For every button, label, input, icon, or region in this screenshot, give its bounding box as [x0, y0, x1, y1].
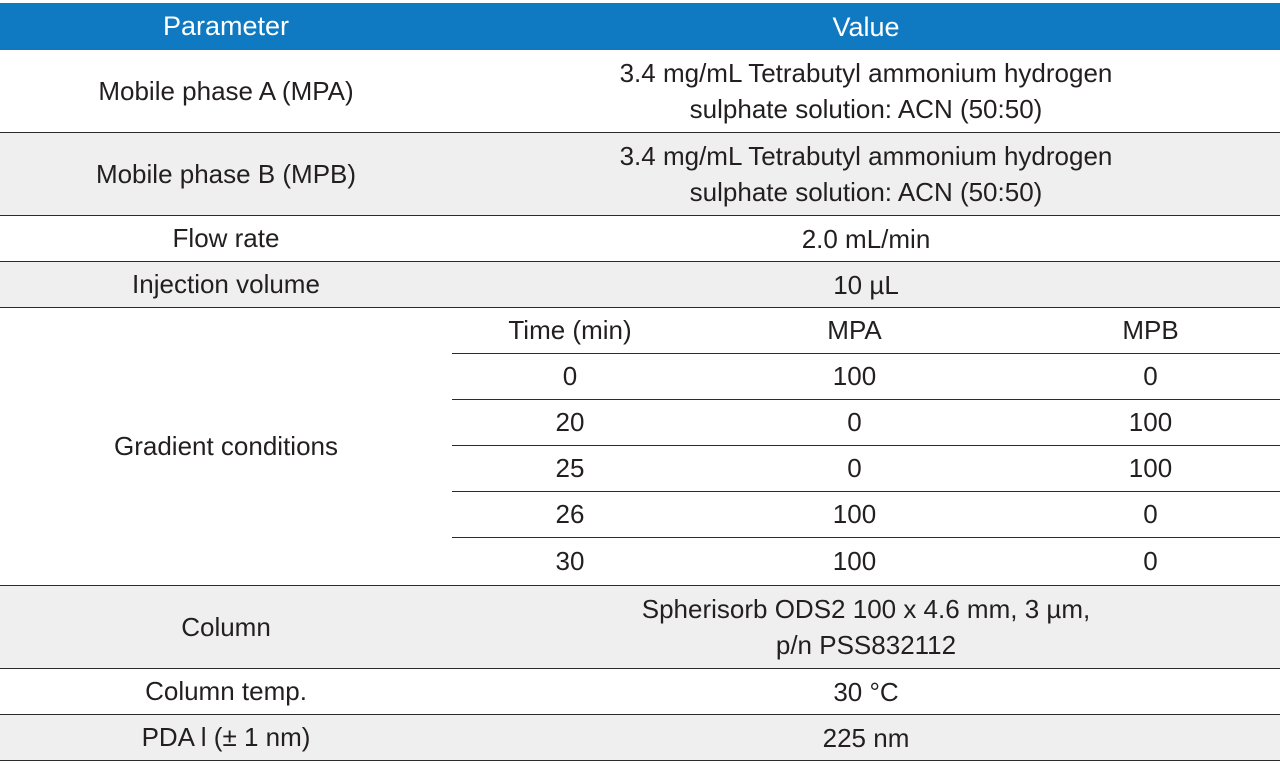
value-line-2: sulphate solution: ACN (50:50) — [689, 177, 1043, 207]
gradient-mpb: 100 — [1128, 407, 1173, 437]
gradient-mpa: 100 — [832, 361, 877, 391]
gradient-time: 30 — [555, 545, 585, 576]
gradient-mpa: 100 — [832, 499, 877, 529]
gradient-time: 20 — [555, 407, 585, 437]
row-label: PDA l (± 1 nm) — [141, 722, 311, 752]
table-row-pda — [0, 715, 1280, 761]
gradient-mpb: 0 — [1143, 545, 1158, 576]
row-label: Column temp. — [145, 676, 307, 706]
gradient-col-mpb: MPB — [1122, 315, 1179, 345]
row-value: 30 °C — [833, 676, 899, 707]
gradient-col-mpa: MPA — [827, 315, 882, 345]
gradient-mpb: 0 — [1143, 361, 1158, 391]
table-row-gradient — [0, 308, 1280, 586]
value-line-2: sulphate solution: ACN (50:50) — [689, 94, 1043, 124]
row-label: Injection volume — [132, 269, 320, 299]
row-value — [452, 50, 1280, 132]
row-value: 225 nm — [822, 722, 910, 753]
gradient-row — [452, 400, 1280, 446]
table-header — [0, 3, 1280, 50]
gradient-mpa: 100 — [832, 545, 877, 576]
table-row-injection-volume — [0, 262, 1280, 308]
row-label: Mobile phase A (MPA) — [98, 75, 354, 106]
row-value — [452, 586, 1280, 668]
header-parameter: Parameter — [162, 11, 290, 41]
row-label: Mobile phase B (MPB) — [95, 158, 357, 189]
gradient-mpb: 0 — [1143, 499, 1158, 529]
gradient-mpa: 0 — [847, 453, 862, 483]
row-value — [452, 133, 1280, 215]
table-row-mpb — [0, 133, 1280, 216]
table-row-column — [0, 586, 1280, 669]
row-label: Gradient conditions — [113, 431, 339, 461]
gradient-row — [452, 538, 1280, 584]
value-line-1: Spherisorb ODS2 100 x 4.6 mm, 3 µm, — [641, 594, 1091, 624]
gradient-time: 26 — [555, 499, 585, 529]
table-row-column-temp — [0, 669, 1280, 715]
value-line-1: 3.4 mg/mL Tetrabutyl ammonium hydrogen — [619, 58, 1113, 88]
value-line-1: 3.4 mg/mL Tetrabutyl ammonium hydrogen — [619, 141, 1113, 171]
gradient-subtable — [452, 308, 1280, 585]
gradient-time: 25 — [555, 453, 585, 483]
header-value: Value — [832, 11, 900, 42]
value-line-2: p/n PSS832112 — [775, 630, 957, 660]
table-row-mpa — [0, 50, 1280, 133]
gradient-header-row — [452, 308, 1280, 354]
gradient-row — [452, 492, 1280, 538]
gradient-row — [452, 354, 1280, 400]
row-value: 10 µL — [833, 269, 899, 300]
gradient-mpb: 100 — [1128, 453, 1173, 483]
row-label: Column — [181, 611, 271, 642]
gradient-row — [452, 446, 1280, 492]
parameters-table — [0, 3, 1280, 761]
gradient-col-time: Time (min) — [508, 315, 632, 345]
row-value: 2.0 mL/min — [801, 223, 931, 254]
row-label: Flow rate — [172, 223, 280, 253]
gradient-mpa: 0 — [847, 407, 862, 437]
gradient-time: 0 — [562, 361, 578, 391]
table-row-flow-rate — [0, 216, 1280, 262]
